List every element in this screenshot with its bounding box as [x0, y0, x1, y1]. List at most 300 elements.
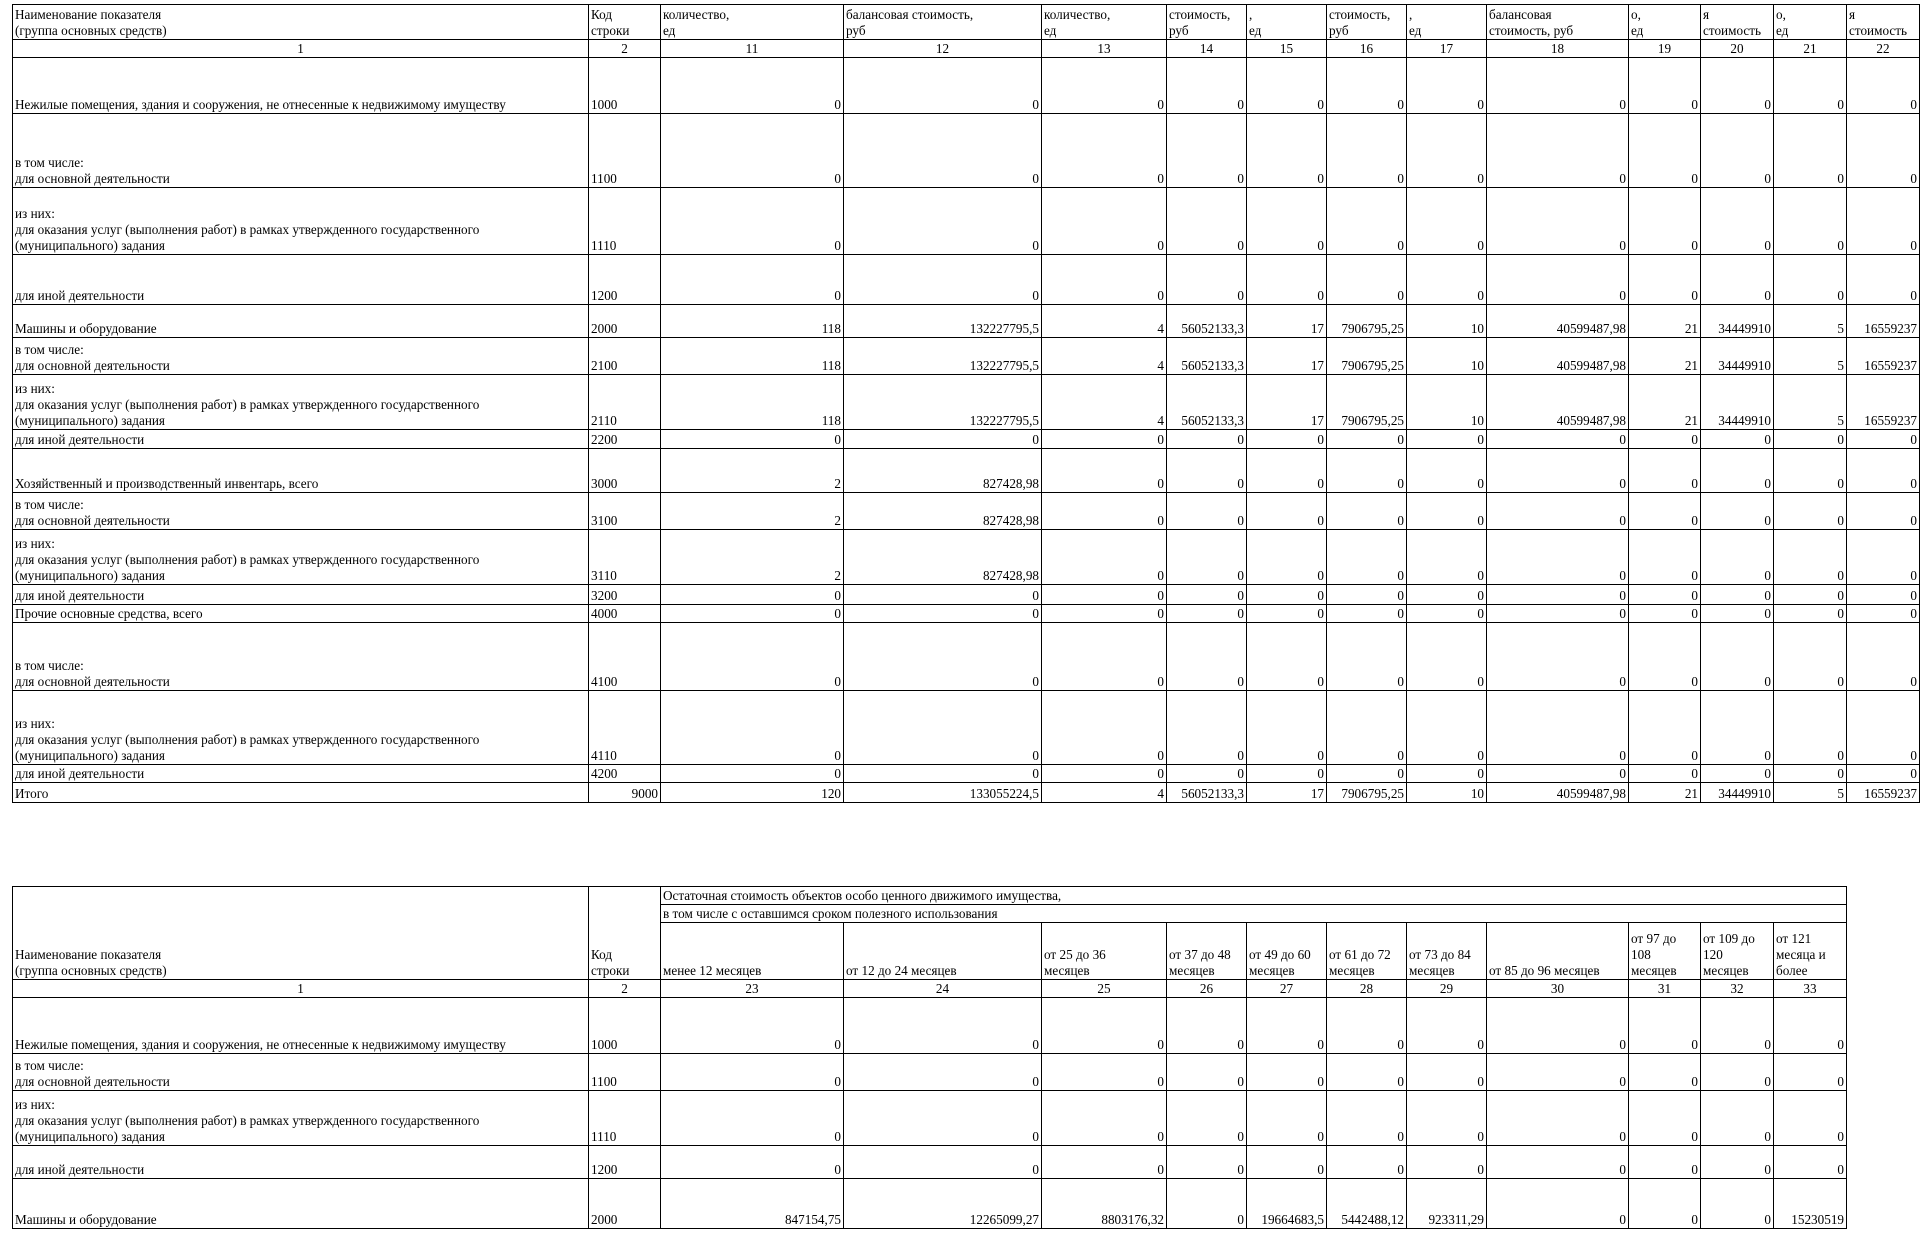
- column-number: 17: [1407, 40, 1487, 58]
- value-cell: 0: [1247, 998, 1327, 1054]
- column-header: количество, ед: [661, 5, 844, 40]
- row-name: для иной деятельности: [13, 255, 589, 305]
- value-cell: 0: [1042, 58, 1167, 114]
- value-cell: 0: [1167, 255, 1247, 305]
- value-cell: 0: [1167, 605, 1247, 623]
- column-number: 31: [1629, 980, 1701, 998]
- column-header-name: Наименование показателя (группа основных средств): [13, 5, 589, 40]
- value-cell: 0: [1247, 493, 1327, 530]
- value-cell: 0: [661, 765, 844, 783]
- value-cell: 0: [1701, 114, 1774, 188]
- row-code: 1000: [589, 998, 661, 1054]
- value-cell: 5442488,12: [1327, 1179, 1407, 1229]
- value-cell: 0: [661, 691, 844, 765]
- value-cell: 0: [1629, 1054, 1701, 1091]
- column-number: 21: [1774, 40, 1847, 58]
- value-cell: 923311,29: [1407, 1179, 1487, 1229]
- value-cell: 0: [1407, 585, 1487, 605]
- column-number: 11: [661, 40, 844, 58]
- row-name: Машины и оборудование: [13, 1179, 589, 1229]
- value-cell: 0: [844, 58, 1042, 114]
- value-cell: 0: [1327, 1091, 1407, 1146]
- column-header: от 97 до 108 месяцев: [1629, 923, 1701, 980]
- value-cell: 0: [1042, 493, 1167, 530]
- value-cell: 0: [1774, 585, 1847, 605]
- value-cell: 4: [1042, 783, 1167, 803]
- value-cell: 0: [661, 255, 844, 305]
- table-row: [13, 188, 1920, 255]
- value-cell: 132227795,5: [844, 338, 1042, 375]
- row-code: 4100: [589, 623, 661, 691]
- value-cell: 17: [1247, 375, 1327, 430]
- residual-value-table-cols-23-33: [12, 886, 1847, 1229]
- value-cell: 0: [1629, 623, 1701, 691]
- value-cell: 10: [1407, 375, 1487, 430]
- row-name: Нежилые помещения, здания и сооружения, не отнесенные к недвижимому имуществу: [13, 58, 589, 114]
- column-header: балансовая стоимость, руб: [1487, 5, 1629, 40]
- value-cell: 0: [1247, 188, 1327, 255]
- value-cell: 0: [1327, 114, 1407, 188]
- value-cell: 0: [1247, 605, 1327, 623]
- value-cell: 0: [844, 255, 1042, 305]
- row-name: для иной деятельности: [13, 1146, 589, 1179]
- table-row: [13, 605, 1920, 623]
- value-cell: 0: [1774, 449, 1847, 493]
- value-cell: 0: [1042, 255, 1167, 305]
- value-cell: 0: [1701, 58, 1774, 114]
- row-code: 9000: [589, 783, 661, 803]
- row-name: для иной деятельности: [13, 430, 589, 449]
- value-cell: 0: [1629, 530, 1701, 585]
- value-cell: 0: [661, 585, 844, 605]
- value-cell: 0: [1247, 1091, 1327, 1146]
- column-header: стоимость, руб: [1327, 5, 1407, 40]
- value-cell: 2: [661, 530, 844, 585]
- value-cell: 118: [661, 375, 844, 430]
- value-cell: 0: [1487, 605, 1629, 623]
- column-number: 18: [1487, 40, 1629, 58]
- value-cell: 0: [1247, 255, 1327, 305]
- column-header-code: Код строки: [589, 5, 661, 40]
- value-cell: 0: [1167, 1054, 1247, 1091]
- value-cell: 0: [1629, 493, 1701, 530]
- value-cell: 0: [844, 188, 1042, 255]
- value-cell: 0: [1487, 1146, 1629, 1179]
- row-name: в том числе: для основной деятельности: [13, 493, 589, 530]
- value-cell: 0: [1327, 58, 1407, 114]
- value-cell: 16559237: [1847, 783, 1920, 803]
- value-cell: 0: [1167, 998, 1247, 1054]
- column-header: от 85 до 96 месяцев: [1487, 923, 1629, 980]
- row-code: 2110: [589, 375, 661, 430]
- value-cell: 0: [1487, 530, 1629, 585]
- value-cell: 34449910: [1701, 783, 1774, 803]
- value-cell: 0: [1847, 58, 1920, 114]
- value-cell: 0: [1247, 585, 1327, 605]
- value-cell: 17: [1247, 783, 1327, 803]
- value-cell: 0: [1042, 585, 1167, 605]
- value-cell: 0: [1629, 1146, 1701, 1179]
- value-cell: 0: [1042, 765, 1167, 783]
- value-cell: 0: [1327, 493, 1407, 530]
- value-cell: 56052133,3: [1167, 305, 1247, 338]
- value-cell: 0: [661, 1146, 844, 1179]
- value-cell: 0: [661, 430, 844, 449]
- value-cell: 0: [1629, 188, 1701, 255]
- table-row: [13, 530, 1920, 585]
- value-cell: 0: [1247, 623, 1327, 691]
- value-cell: 0: [1407, 765, 1487, 783]
- value-cell: 0: [1701, 605, 1774, 623]
- table-row: [13, 1179, 1847, 1229]
- value-cell: 0: [1629, 765, 1701, 783]
- value-cell: 40599487,98: [1487, 338, 1629, 375]
- column-header: от 12 до 24 месяцев: [844, 923, 1042, 980]
- row-code: 2000: [589, 1179, 661, 1229]
- group-title-row: [13, 887, 1847, 905]
- value-cell: 0: [1847, 691, 1920, 765]
- row-code: 4000: [589, 605, 661, 623]
- value-cell: 0: [1774, 998, 1847, 1054]
- value-cell: 4: [1042, 375, 1167, 430]
- value-cell: 0: [1327, 255, 1407, 305]
- value-cell: 0: [661, 998, 844, 1054]
- column-header: менее 12 месяцев: [661, 923, 844, 980]
- value-cell: 0: [1774, 1054, 1847, 1091]
- value-cell: 0: [1701, 765, 1774, 783]
- value-cell: 118: [661, 338, 844, 375]
- value-cell: 2: [661, 449, 844, 493]
- value-cell: 5: [1774, 783, 1847, 803]
- value-cell: 19664683,5: [1247, 1179, 1327, 1229]
- row-code: 3110: [589, 530, 661, 585]
- value-cell: 4: [1042, 338, 1167, 375]
- value-cell: 0: [661, 58, 844, 114]
- column-header: от 121 месяца и более: [1774, 923, 1847, 980]
- column-header: от 37 до 48 месяцев: [1167, 923, 1247, 980]
- value-cell: 0: [1407, 1091, 1487, 1146]
- value-cell: 0: [1407, 623, 1487, 691]
- row-name: для иной деятельности: [13, 765, 589, 783]
- value-cell: 21: [1629, 338, 1701, 375]
- column-number: 26: [1167, 980, 1247, 998]
- value-cell: 0: [1774, 765, 1847, 783]
- group-subtitle: в том числе с оставшимся сроком полезного использования: [661, 905, 1847, 923]
- value-cell: 17: [1247, 338, 1327, 375]
- value-cell: 118: [661, 305, 844, 338]
- value-cell: 0: [1701, 530, 1774, 585]
- value-cell: 0: [1487, 1054, 1629, 1091]
- value-cell: 0: [1167, 765, 1247, 783]
- column-number: 24: [844, 980, 1042, 998]
- column-header: от 61 до 72 месяцев: [1327, 923, 1407, 980]
- column-number: 30: [1487, 980, 1629, 998]
- column-number: 23: [661, 980, 844, 998]
- table-row: [13, 1146, 1847, 1179]
- value-cell: 0: [1774, 1091, 1847, 1146]
- value-cell: 0: [1247, 765, 1327, 783]
- value-cell: 0: [1167, 188, 1247, 255]
- value-cell: 0: [1407, 1054, 1487, 1091]
- row-code: 1100: [589, 114, 661, 188]
- value-cell: 0: [1629, 1091, 1701, 1146]
- table-row: [13, 1091, 1847, 1146]
- value-cell: 827428,98: [844, 493, 1042, 530]
- column-number: 22: [1847, 40, 1920, 58]
- row-code: 1110: [589, 1091, 661, 1146]
- value-cell: 0: [1167, 585, 1247, 605]
- value-cell: 0: [1407, 449, 1487, 493]
- column-number: 16: [1327, 40, 1407, 58]
- column-header: от 49 до 60 месяцев: [1247, 923, 1327, 980]
- table-row: [13, 449, 1920, 493]
- value-cell: 0: [844, 430, 1042, 449]
- value-cell: 0: [1774, 493, 1847, 530]
- value-cell: 0: [1629, 998, 1701, 1054]
- value-cell: 0: [1847, 585, 1920, 605]
- value-cell: 0: [844, 1054, 1042, 1091]
- row-name: в том числе: для основной деятельности: [13, 1054, 589, 1091]
- value-cell: 0: [1167, 1146, 1247, 1179]
- value-cell: 0: [1487, 430, 1629, 449]
- value-cell: 0: [1629, 430, 1701, 449]
- value-cell: 0: [1407, 58, 1487, 114]
- value-cell: 0: [1629, 58, 1701, 114]
- table-row: [13, 430, 1920, 449]
- value-cell: 10: [1407, 783, 1487, 803]
- value-cell: 21: [1629, 375, 1701, 430]
- value-cell: 0: [1327, 765, 1407, 783]
- value-cell: 0: [1774, 430, 1847, 449]
- row-name: для иной деятельности: [13, 585, 589, 605]
- value-cell: 0: [1774, 623, 1847, 691]
- value-cell: 0: [661, 1091, 844, 1146]
- value-cell: 0: [1327, 1054, 1407, 1091]
- column-number-row: [13, 980, 1847, 998]
- value-cell: 56052133,3: [1167, 338, 1247, 375]
- row-code: 1000: [589, 58, 661, 114]
- value-cell: 0: [844, 585, 1042, 605]
- assets-table-cols-11-22: [12, 4, 1920, 803]
- row-name: из них: для оказания услуг (выполнения работ) в рамках утвержденного государственного (муниципального) задания: [13, 530, 589, 585]
- row-code: 4200: [589, 765, 661, 783]
- value-cell: 0: [1487, 998, 1629, 1054]
- value-cell: 10: [1407, 338, 1487, 375]
- value-cell: 0: [1487, 1179, 1629, 1229]
- value-cell: 0: [1629, 691, 1701, 765]
- value-cell: 40599487,98: [1487, 375, 1629, 430]
- value-cell: 0: [1629, 605, 1701, 623]
- value-cell: 0: [1701, 1179, 1774, 1229]
- value-cell: 0: [1407, 430, 1487, 449]
- value-cell: 0: [1701, 1091, 1774, 1146]
- value-cell: 0: [661, 188, 844, 255]
- table-row: [13, 623, 1920, 691]
- table-row: [13, 1054, 1847, 1091]
- value-cell: 2: [661, 493, 844, 530]
- value-cell: 0: [1847, 623, 1920, 691]
- value-cell: 0: [1247, 1146, 1327, 1179]
- row-code: 1200: [589, 255, 661, 305]
- table-row: [13, 255, 1920, 305]
- value-cell: 0: [1847, 493, 1920, 530]
- column-number: 27: [1247, 980, 1327, 998]
- column-number: 28: [1327, 980, 1407, 998]
- value-cell: 0: [1701, 430, 1774, 449]
- row-name: Хозяйственный и производственный инвентарь, всего: [13, 449, 589, 493]
- value-cell: 0: [1042, 188, 1167, 255]
- value-cell: 0: [1774, 58, 1847, 114]
- column-header: стоимость, руб: [1167, 5, 1247, 40]
- value-cell: 0: [1327, 691, 1407, 765]
- row-name: Нежилые помещения, здания и сооружения, не отнесенные к недвижимому имуществу: [13, 998, 589, 1054]
- value-cell: 0: [1629, 114, 1701, 188]
- value-cell: 0: [844, 623, 1042, 691]
- row-name: Машины и оборудование: [13, 305, 589, 338]
- value-cell: 0: [661, 605, 844, 623]
- value-cell: 56052133,3: [1167, 783, 1247, 803]
- table-row: [13, 58, 1920, 114]
- value-cell: 0: [1774, 1146, 1847, 1179]
- value-cell: 0: [661, 1054, 844, 1091]
- value-cell: 0: [844, 691, 1042, 765]
- column-header: балансовая стоимость, руб: [844, 5, 1042, 40]
- row-code: 3100: [589, 493, 661, 530]
- value-cell: 0: [1327, 530, 1407, 585]
- value-cell: 0: [1847, 114, 1920, 188]
- value-cell: 0: [1701, 998, 1774, 1054]
- value-cell: 0: [1247, 114, 1327, 188]
- value-cell: 0: [1847, 430, 1920, 449]
- value-cell: 4: [1042, 305, 1167, 338]
- value-cell: 0: [1247, 430, 1327, 449]
- row-name: из них: для оказания услуг (выполнения работ) в рамках утвержденного государственного (муниципального) задания: [13, 375, 589, 430]
- row-code: 2100: [589, 338, 661, 375]
- column-number: 2: [589, 980, 661, 998]
- column-header: от 25 до 36 месяцев: [1042, 923, 1167, 980]
- value-cell: 0: [661, 114, 844, 188]
- value-cell: 0: [1327, 623, 1407, 691]
- column-number: 14: [1167, 40, 1247, 58]
- value-cell: 0: [1167, 58, 1247, 114]
- value-cell: 0: [1487, 255, 1629, 305]
- value-cell: 21: [1629, 305, 1701, 338]
- value-cell: 34449910: [1701, 375, 1774, 430]
- value-cell: 34449910: [1701, 305, 1774, 338]
- value-cell: 0: [1847, 255, 1920, 305]
- table-row: [13, 375, 1920, 430]
- value-cell: 0: [1774, 530, 1847, 585]
- value-cell: 0: [1487, 114, 1629, 188]
- value-cell: 0: [1701, 493, 1774, 530]
- value-cell: 0: [1247, 530, 1327, 585]
- header-row: [13, 5, 1920, 40]
- value-cell: 0: [661, 623, 844, 691]
- value-cell: 0: [1407, 998, 1487, 1054]
- column-header: , ед: [1407, 5, 1487, 40]
- row-code: 3200: [589, 585, 661, 605]
- value-cell: 0: [1167, 691, 1247, 765]
- value-cell: 0: [1701, 188, 1774, 255]
- value-cell: 0: [1247, 1054, 1327, 1091]
- column-header: , ед: [1247, 5, 1327, 40]
- value-cell: 0: [1629, 1179, 1701, 1229]
- value-cell: 0: [1407, 493, 1487, 530]
- table-row: [13, 998, 1847, 1054]
- value-cell: 0: [1042, 1054, 1167, 1091]
- value-cell: 0: [1774, 188, 1847, 255]
- value-cell: 0: [1042, 114, 1167, 188]
- value-cell: 0: [1847, 449, 1920, 493]
- value-cell: 0: [1042, 430, 1167, 449]
- row-code: 4110: [589, 691, 661, 765]
- column-header-code: Код строки: [589, 887, 661, 980]
- value-cell: 8803176,32: [1042, 1179, 1167, 1229]
- value-cell: 0: [1847, 765, 1920, 783]
- value-cell: 0: [844, 998, 1042, 1054]
- value-cell: 0: [1407, 188, 1487, 255]
- value-cell: 0: [844, 1091, 1042, 1146]
- row-code: 1100: [589, 1054, 661, 1091]
- row-name: в том числе: для основной деятельности: [13, 623, 589, 691]
- value-cell: 0: [1167, 430, 1247, 449]
- value-cell: 0: [1487, 1091, 1629, 1146]
- group-title: Остаточная стоимость объектов особо ценного движимого имущества,: [661, 887, 1847, 905]
- value-cell: 40599487,98: [1487, 783, 1629, 803]
- value-cell: 0: [1042, 449, 1167, 493]
- value-cell: 40599487,98: [1487, 305, 1629, 338]
- value-cell: 0: [1701, 255, 1774, 305]
- value-cell: 0: [1487, 58, 1629, 114]
- column-header: о, ед: [1629, 5, 1701, 40]
- row-name: из них: для оказания услуг (выполнения работ) в рамках утвержденного государственного (муниципального) задания: [13, 691, 589, 765]
- row-code: 2000: [589, 305, 661, 338]
- column-number: 2: [589, 40, 661, 58]
- table-row: [13, 493, 1920, 530]
- value-cell: 120: [661, 783, 844, 803]
- value-cell: 0: [1774, 691, 1847, 765]
- column-number: 13: [1042, 40, 1167, 58]
- value-cell: 0: [1701, 585, 1774, 605]
- value-cell: 0: [1327, 585, 1407, 605]
- value-cell: 7906795,25: [1327, 305, 1407, 338]
- value-cell: 0: [1629, 255, 1701, 305]
- value-cell: 0: [1487, 449, 1629, 493]
- column-header: количество, ед: [1042, 5, 1167, 40]
- row-name: из них: для оказания услуг (выполнения работ) в рамках утвержденного государственного (муниципального) задания: [13, 1091, 589, 1146]
- table-row: [13, 783, 1920, 803]
- value-cell: 0: [844, 114, 1042, 188]
- column-number: 29: [1407, 980, 1487, 998]
- value-cell: 0: [1774, 114, 1847, 188]
- row-code: 1200: [589, 1146, 661, 1179]
- value-cell: 12265099,27: [844, 1179, 1042, 1229]
- value-cell: 10: [1407, 305, 1487, 338]
- value-cell: 132227795,5: [844, 305, 1042, 338]
- row-code: 2200: [589, 430, 661, 449]
- value-cell: 0: [1487, 585, 1629, 605]
- value-cell: 0: [1247, 449, 1327, 493]
- column-header: о, ед: [1774, 5, 1847, 40]
- table-row: [13, 114, 1920, 188]
- row-name: из них: для оказания услуг (выполнения работ) в рамках утвержденного государственного (муниципального) задания: [13, 188, 589, 255]
- value-cell: 0: [1701, 1146, 1774, 1179]
- column-number: 25: [1042, 980, 1167, 998]
- value-cell: 16559237: [1847, 338, 1920, 375]
- value-cell: 0: [1167, 449, 1247, 493]
- value-cell: 132227795,5: [844, 375, 1042, 430]
- value-cell: 0: [1327, 1146, 1407, 1179]
